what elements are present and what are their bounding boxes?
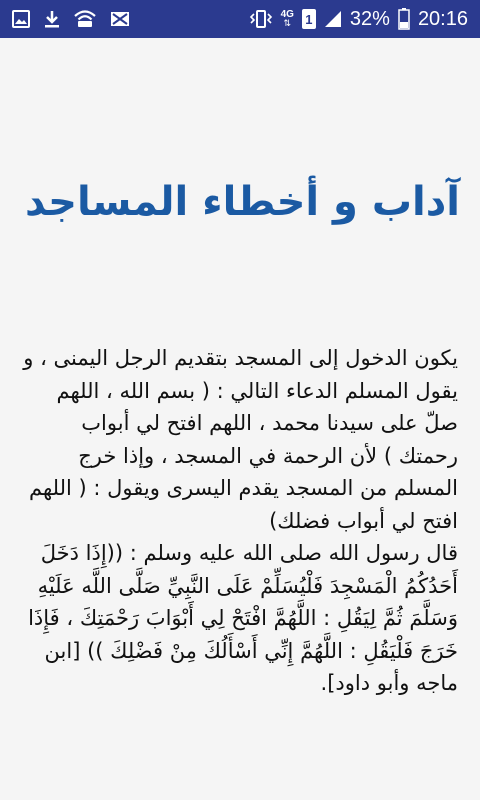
article-paragraph-1: يكون الدخول إلى المسجد بتقديم الرجل اليمنى ، و يقول المسلم الدعاء التالي : ( بسم الله ، اللهم صلّ على سيدنا محمد ، اللهم افتح لي أبواب رحمتك ) لأن الرحمة في المسجد ، وإذا خرج المسلم من المسجد يقدم اليسرى ويقول : ( اللهم افتح لي أبواب فضلك) <box>23 346 458 533</box>
mail-icon <box>110 11 130 27</box>
network-4g-icon <box>281 10 294 29</box>
status-bar <box>0 0 480 38</box>
article-content <box>0 38 480 800</box>
notification-icons <box>12 10 130 28</box>
battery-percent: 32% <box>349 7 390 30</box>
clock: 20:16 <box>417 7 468 30</box>
battery-icon <box>398 8 410 30</box>
network-type-label: 4G <box>280 8 294 20</box>
download-icon <box>44 10 60 28</box>
sim-1-icon: 1 <box>302 9 316 29</box>
article-body <box>18 342 458 700</box>
article-paragraph-2: قال رسول الله صلى الله عليه وسلم : ((إِذَا دَخَلَ أَحَدُكُمُ الْمَسْجِدَ فَلْيُسَلِّمْ عَلَى النَّبِيِّ صَلَّى اللَّه عَلَيْهِ وَسَلَّمَ ثُمَّ لِيَقُلِ : اللَّهُمَّ افْتَحْ لِي أَبْوَابَ رَحْمَتِكَ ، فَإِذَا خَرَجَ فَلْيَقُلِ : اللَّهُمَّ إِنِّي أَسْأَلُكَ مِنْ فَضْلِكَ )) [ابن ماجه وأبو داود]. <box>28 541 458 695</box>
data-arrows-icon: ⇅ <box>283 18 291 29</box>
system-icons <box>249 8 468 31</box>
wifi-hotspot-icon <box>74 10 96 28</box>
page-title: آداب و أخطاء المساجد <box>25 179 460 225</box>
vibrate-icon <box>249 10 273 28</box>
gallery-icon <box>12 10 30 28</box>
signal-icon <box>324 10 342 28</box>
